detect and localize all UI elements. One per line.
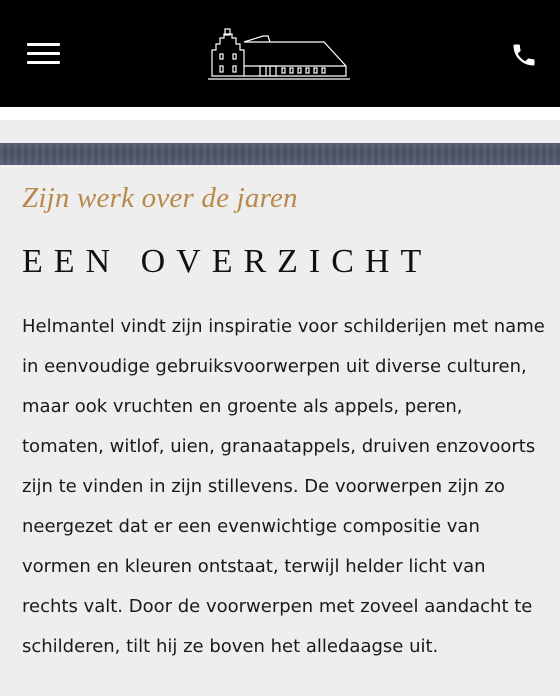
hero-image-strip [0, 143, 560, 165]
hamburger-menu-icon[interactable] [27, 43, 60, 65]
farmhouse-logo-icon[interactable] [208, 26, 350, 82]
header-divider-band [0, 107, 560, 120]
site-header [0, 0, 560, 107]
phone-icon[interactable] [510, 41, 538, 69]
section-paragraph: Helmantel vindt zijn inspiratie voor schilderijen met name in eenvoudige gebruiksvoorwerpen uit diverse culturen, maar ook vruchten en groente als appels, peren, tomaten, witlof, uien, granaatappels, druiven enzovoorts zijn te vinden in zijn stillevens. De voorwerpen zijn zo neergezet dat er een evenwichtige compositie van vormen en kleuren ontstaat, terwijl helder licht van rechts valt. Door de voorwerpen met zoveel aandacht te schilderen, tilt hij ze boven het alledaagse uit. [22, 316, 545, 657]
section-subtitle: Zijn werk over de jaren [22, 182, 298, 214]
section-title: EEN OVERZICHT [22, 243, 433, 280]
